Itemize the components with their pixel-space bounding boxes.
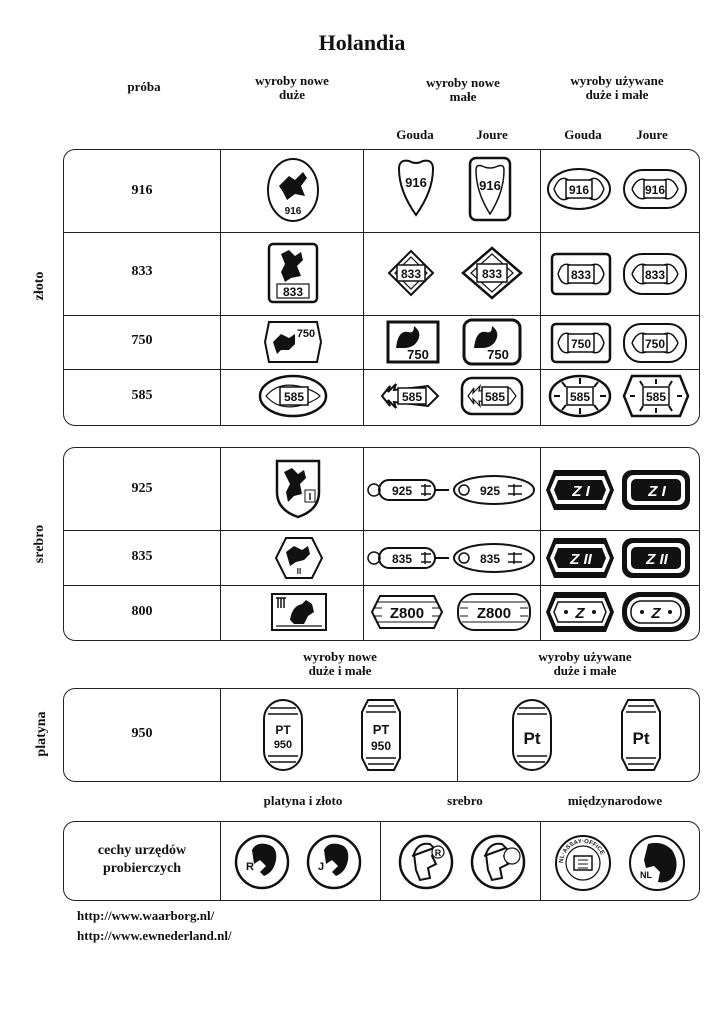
svg-text:916: 916 — [568, 183, 590, 197]
svg-text:Z II: Z II — [570, 551, 592, 568]
mark-835-new-large-icon — [274, 536, 324, 580]
header-proba: próba — [127, 79, 161, 94]
gold-row-585: 585 — [131, 388, 153, 403]
svg-text:Z: Z — [575, 605, 585, 622]
mark-office-minerva-icon — [470, 834, 526, 890]
svg-text:PT: PT — [372, 722, 390, 737]
header-new-small: wyroby nowe małe — [426, 75, 500, 104]
svg-text:Z I: Z I — [648, 483, 666, 500]
mark-835-gouda-used-icon — [544, 536, 616, 580]
page-title: Holandia — [318, 30, 406, 55]
svg-text:Pt: Pt — [523, 729, 541, 748]
svg-text:NL: NL — [640, 870, 652, 880]
svg-text:833: 833 — [644, 268, 666, 282]
gold-row-916: 916 — [131, 183, 153, 198]
mark-833-joure-icon — [461, 246, 523, 300]
mark-835-gouda-icon — [365, 544, 451, 572]
mark-925-new-large-icon — [274, 458, 322, 520]
gold-table — [63, 149, 700, 426]
mark-800-gouda-icon — [370, 594, 444, 630]
svg-text:Z I: Z I — [572, 483, 590, 500]
header-used-all: wyroby używane duże i małe — [570, 73, 664, 102]
section-platinum-label: platyna — [34, 711, 49, 757]
svg-text:833: 833 — [282, 285, 304, 299]
assay-office-label: cechy urzędów probierczych — [97, 843, 187, 876]
mark-916-joure-icon — [468, 156, 512, 222]
assay-office-table — [63, 821, 700, 901]
platinum-row-950: 950 — [131, 726, 153, 741]
header-joure-used: Joure — [636, 127, 668, 142]
svg-text:925: 925 — [391, 484, 413, 498]
section-gold-label: złoto — [32, 271, 47, 301]
mark-833-gouda-used-icon — [550, 252, 612, 296]
svg-text:916: 916 — [644, 183, 666, 197]
mark-835-joure-icon — [452, 542, 536, 574]
mark-833-new-large-icon — [267, 242, 319, 304]
header-gouda-used: Gouda — [564, 127, 602, 142]
mark-office-lion-r-icon — [234, 834, 290, 890]
mark-835-joure-used-icon — [620, 536, 692, 580]
svg-text:916: 916 — [405, 175, 427, 190]
silver-row-800: 800 — [131, 604, 153, 619]
mark-925-joure-used-icon — [620, 468, 692, 512]
header-new-large: wyroby nowe duże — [255, 73, 329, 102]
mark-833-gouda-icon — [386, 248, 436, 298]
mark-925-joure-icon — [452, 474, 536, 506]
mark-750-joure-used-icon — [622, 322, 688, 364]
header-joure-new: Joure — [476, 127, 508, 142]
mark-585-gouda-icon — [380, 378, 442, 414]
svg-text:835: 835 — [479, 552, 501, 566]
mark-925-gouda-used-icon — [544, 468, 616, 512]
mark-916-joure-used-icon — [622, 168, 688, 210]
mark-office-lion-j-icon — [306, 834, 362, 890]
gold-row-833: 833 — [131, 264, 153, 279]
svg-text:750: 750 — [570, 337, 592, 351]
svg-text:585: 585 — [569, 390, 591, 404]
mark-585-joure-used-icon — [622, 374, 690, 418]
mark-916-gouda-icon — [395, 157, 437, 219]
svg-text:J: J — [318, 861, 325, 873]
svg-text:925: 925 — [479, 484, 501, 498]
svg-text:R: R — [246, 861, 254, 873]
silver-row-835: 835 — [131, 549, 153, 564]
header-silver: srebro — [447, 793, 483, 808]
svg-text:833: 833 — [400, 267, 422, 281]
mark-925-gouda-icon — [365, 476, 451, 504]
header-platinum-gold: platyna i złoto — [263, 793, 343, 808]
gold-row-750: 750 — [131, 333, 153, 348]
header-international: międzynarodowe — [567, 793, 663, 808]
mark-585-joure-icon — [460, 376, 524, 416]
svg-text:585: 585 — [484, 390, 506, 404]
mark-585-new-large-icon — [258, 374, 328, 418]
mark-950-used-joure-icon — [620, 698, 662, 772]
svg-text:833: 833 — [570, 268, 592, 282]
svg-text:II: II — [296, 567, 302, 576]
svg-text:916: 916 — [479, 178, 501, 193]
mark-750-new-large-icon — [263, 320, 323, 364]
mark-800-joure-used-icon — [620, 590, 692, 634]
mark-750-gouda-icon — [384, 318, 442, 366]
mark-office-assay-icon — [554, 834, 612, 892]
mark-office-horse-nl-icon — [628, 834, 686, 892]
svg-text:950: 950 — [370, 739, 392, 753]
svg-text:750: 750 — [296, 328, 316, 340]
mark-750-joure-icon — [462, 318, 522, 366]
svg-text:835: 835 — [391, 552, 413, 566]
svg-text:585: 585 — [283, 390, 305, 404]
svg-text:Z800: Z800 — [476, 605, 512, 622]
mark-800-joure-icon — [456, 592, 532, 632]
link-waarborg[interactable]: http://www.waarborg.nl/ — [77, 908, 215, 923]
svg-text:750: 750 — [487, 347, 509, 362]
svg-text:Z: Z — [651, 605, 661, 622]
link-ewnederland[interactable]: http://www.ewnederland.nl/ — [77, 928, 232, 943]
mark-916-new-large-icon — [265, 156, 321, 224]
svg-text:750: 750 — [644, 337, 666, 351]
svg-text:833: 833 — [481, 267, 503, 281]
svg-text:950: 950 — [273, 739, 293, 751]
mark-office-minerva-r-icon — [398, 834, 454, 890]
silver-row-925: 925 — [131, 481, 153, 496]
svg-text:585: 585 — [645, 390, 667, 404]
mark-950-new-joure-icon — [360, 698, 402, 772]
svg-text:Z800: Z800 — [389, 605, 425, 622]
header-used-all-platinum: wyroby używane duże i małe — [538, 649, 632, 678]
header-new-all: wyroby nowe duże i małe — [303, 649, 377, 678]
svg-text:750: 750 — [407, 347, 429, 362]
mark-833-joure-used-icon — [622, 252, 688, 296]
silver-table — [63, 447, 700, 641]
mark-800-new-large-icon — [270, 592, 328, 632]
mark-916-gouda-used-icon — [546, 167, 612, 211]
svg-text:PT: PT — [275, 723, 291, 737]
mark-950-used-gouda-icon — [511, 698, 553, 772]
header-gouda-new: Gouda — [396, 127, 434, 142]
svg-text:585: 585 — [401, 390, 423, 404]
section-silver-label: srebro — [32, 524, 47, 564]
svg-text:Pt: Pt — [632, 729, 650, 748]
mark-750-gouda-used-icon — [550, 322, 612, 364]
svg-text:Z II: Z II — [646, 551, 668, 568]
platinum-table — [63, 688, 700, 782]
svg-text:I: I — [308, 492, 312, 503]
mark-585-gouda-used-icon — [548, 374, 612, 418]
mark-800-gouda-used-icon — [544, 590, 616, 634]
svg-text:916: 916 — [284, 206, 302, 217]
svg-text:NL·ASSAY·OFFICE: NL·ASSAY·OFFICE — [558, 838, 605, 864]
svg-text:R: R — [434, 848, 442, 858]
mark-950-new-gouda-icon — [262, 698, 304, 772]
